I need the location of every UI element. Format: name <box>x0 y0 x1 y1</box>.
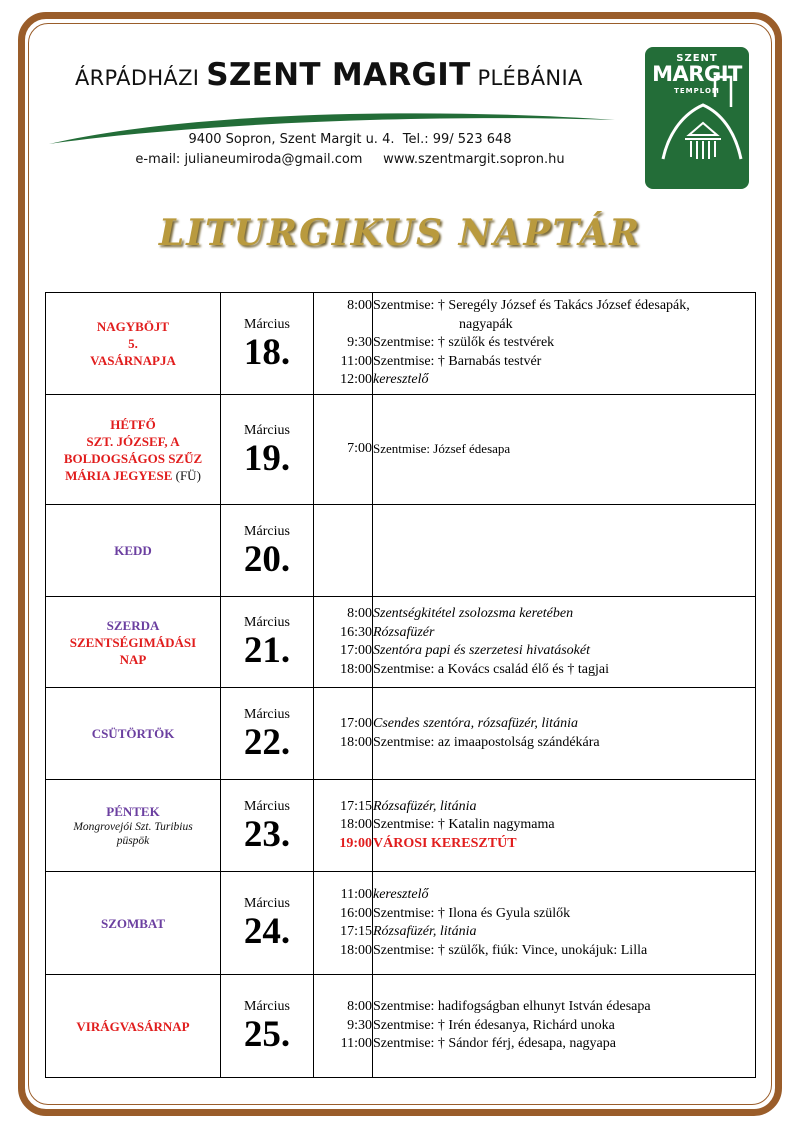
month-label: Március <box>244 523 290 539</box>
day-number: 24. <box>243 911 291 952</box>
time-value: 16:30 <box>340 624 372 640</box>
day-cell <box>46 780 221 872</box>
event-text: Szentmise: † szülők és testvérek <box>373 335 555 351</box>
events-cell <box>373 780 756 872</box>
day-number: 22. <box>243 721 291 763</box>
event-text: Rózsafüzér <box>373 624 435 640</box>
times-cell <box>314 780 373 872</box>
times-cell <box>314 293 373 395</box>
event-text: Szentségkitétel zsolozsma keretében <box>373 606 574 621</box>
event-text: Rózsafüzér, litánia <box>373 798 477 814</box>
parish-title-prefix: ÁRPÁDHÁZI <box>75 66 200 90</box>
date-cell <box>221 872 314 975</box>
month-label: Március <box>244 999 290 1014</box>
table-row <box>46 597 756 688</box>
times-cell <box>314 975 373 1078</box>
month-label: Március <box>244 316 290 332</box>
day-rank-label: (FÜ) <box>175 467 201 483</box>
time-value <box>314 316 372 335</box>
events-cell <box>373 597 756 688</box>
address-line: 9400 Sopron, Szent Margit u. 4. Tel.: 99/ 523 648 <box>188 132 512 147</box>
event-text: Csendes szentóra, rózsafüzér, litánia <box>373 716 578 731</box>
time-value: 18:00 <box>340 942 372 958</box>
event-text: Szentmise: a Kovács család élő és † tagjai <box>373 661 609 677</box>
event-text: Szentmise: hadifogságban elhunyt István édesapa <box>373 999 651 1015</box>
event-text: Szentmise: † Ilona és Gyula szülők <box>373 905 571 921</box>
event-text: Szentmise: † Seregély József és Takács József édesapák, <box>373 298 690 314</box>
parish-title <box>75 57 615 93</box>
time-value: 18:00 <box>340 661 372 677</box>
day-name-line: PÉNTEK <box>106 804 160 819</box>
day-cell <box>46 395 221 505</box>
day-name-line: SZT. JÓZSEF, A <box>86 433 180 449</box>
church-logo <box>645 47 749 189</box>
event-text: Szentóra papi és szerzetesi hivatásokét <box>373 643 590 658</box>
event-text: Szentmise: † szülők, fiúk: Vince, unokájuk: Lilla <box>373 942 648 958</box>
day-name-line: BOLDOGSÁGOS SZŰZ <box>63 450 203 466</box>
time-value: 18:00 <box>340 734 372 750</box>
event-text: Rózsafüzér, litánia <box>373 924 477 939</box>
day-number: 23. <box>243 813 291 855</box>
time-value: 8:00 <box>347 999 372 1015</box>
events-cell <box>373 293 756 395</box>
event-text: Szentmise: † Barnabás testvér <box>373 353 542 369</box>
day-name-line: 5. <box>128 336 138 351</box>
month-label: Március <box>244 615 290 630</box>
time-value: 7:00 <box>347 441 372 457</box>
events-cell <box>373 975 756 1078</box>
day-number: 20. <box>243 538 291 580</box>
event-text: Szentmise: József édesapa <box>373 441 511 457</box>
parish-title-main: SZENT MARGIT <box>206 57 471 93</box>
day-number: 25. <box>243 1014 291 1055</box>
day-name-line: CSÜTÖRTÖK <box>91 726 175 741</box>
times-cell <box>314 688 373 780</box>
time-value: 9:30 <box>347 1017 372 1033</box>
day-number: 21. <box>243 630 291 671</box>
date-cell <box>221 395 314 505</box>
day-cell <box>46 975 221 1078</box>
liturgical-calendar-table <box>45 292 756 1078</box>
times-cell <box>314 597 373 688</box>
date-cell <box>221 597 314 688</box>
event-text: Szentmise: † Katalin nagymama <box>373 817 555 833</box>
day-cell <box>46 293 221 395</box>
event-text: nagyapák <box>459 316 513 332</box>
time-value: 9:30 <box>347 335 372 351</box>
day-name-line: KEDD <box>114 543 152 558</box>
day-cell <box>46 872 221 975</box>
table-row <box>46 395 756 505</box>
logo-text-middle: MARGIT <box>652 62 742 86</box>
month-label: Március <box>244 706 290 722</box>
events-cell <box>373 688 756 780</box>
times-cell <box>314 505 373 597</box>
month-label: Március <box>244 896 290 911</box>
day-cell <box>46 505 221 597</box>
day-name-line: VIRÁGVASÁRNAP <box>76 1018 190 1034</box>
email-web-line: e-mail: julianeumiroda@gmail.com www.szentmargit.sopron.hu <box>135 152 565 167</box>
table-row <box>46 293 756 395</box>
day-number: 19. <box>243 437 291 479</box>
logo-text-top: SZENT <box>676 53 718 64</box>
event-text: VÁROSI KERESZTÚT <box>373 835 517 851</box>
table-row <box>46 505 756 597</box>
time-value: 17:00 <box>340 716 372 731</box>
events-cell <box>373 872 756 975</box>
table-row <box>46 780 756 872</box>
table-row <box>46 975 756 1078</box>
event-text: Szentmise: † Sándor férj, édesapa, nagyapa <box>373 1036 616 1052</box>
time-value: 8:00 <box>347 606 372 621</box>
month-label: Március <box>244 422 290 438</box>
table-row <box>46 688 756 780</box>
saint-name: Mongrovejói Szt. Turibius <box>73 821 193 833</box>
time-value: 8:00 <box>347 298 372 314</box>
day-cell <box>46 688 221 780</box>
day-name-line: SZENTSÉGIMÁDÁSI <box>69 634 197 650</box>
table-row <box>46 872 756 975</box>
events-cell <box>373 505 756 597</box>
time-value: 11:00 <box>340 353 372 369</box>
day-name-line: NAP <box>119 651 147 667</box>
times-cell <box>314 395 373 505</box>
time-value: 17:15 <box>340 924 372 939</box>
event-text: Szentmise: † Irén édesanya, Richárd unoka <box>373 1017 615 1033</box>
day-name-line: MÁRIA JEGYESE <box>65 467 173 483</box>
event-text: Szentmise: az imaapostolság szándékára <box>373 734 600 750</box>
page-title: LITURGIKUS NAPTÁR <box>158 212 642 254</box>
events-cell <box>373 395 756 505</box>
event-text: keresztelő <box>373 372 429 388</box>
day-cell <box>46 597 221 688</box>
time-value: 11:00 <box>340 887 372 902</box>
logo-text-bottom: TEMPLOM <box>674 87 720 95</box>
day-name-line: SZOMBAT <box>100 915 166 931</box>
date-cell <box>221 780 314 872</box>
time-value: 16:00 <box>340 905 372 921</box>
event-text: keresztelő <box>373 887 429 902</box>
date-cell <box>221 505 314 597</box>
month-label: Március <box>244 798 290 814</box>
time-value: 19:00 <box>339 835 372 851</box>
time-value: 17:00 <box>340 643 372 658</box>
church-drawing-icon <box>645 47 749 189</box>
day-name-line: NAGYBÖJT <box>96 319 170 334</box>
times-cell <box>314 872 373 975</box>
time-value: 17:15 <box>340 798 372 814</box>
day-name-line: SZERDA <box>106 617 160 633</box>
parish-title-suffix: PLÉBÁNIA <box>477 66 583 90</box>
day-number: 18. <box>243 331 291 373</box>
time-value: 12:00 <box>340 372 372 388</box>
time-value: 11:00 <box>340 1036 372 1052</box>
date-cell <box>221 688 314 780</box>
date-cell <box>221 293 314 395</box>
time-value: 18:00 <box>340 817 372 833</box>
day-name-line: VASÁRNAPJA <box>90 353 176 368</box>
date-cell <box>221 975 314 1078</box>
saint-name: püspök <box>116 835 150 847</box>
day-name-line: HÉTFŐ <box>110 416 156 432</box>
